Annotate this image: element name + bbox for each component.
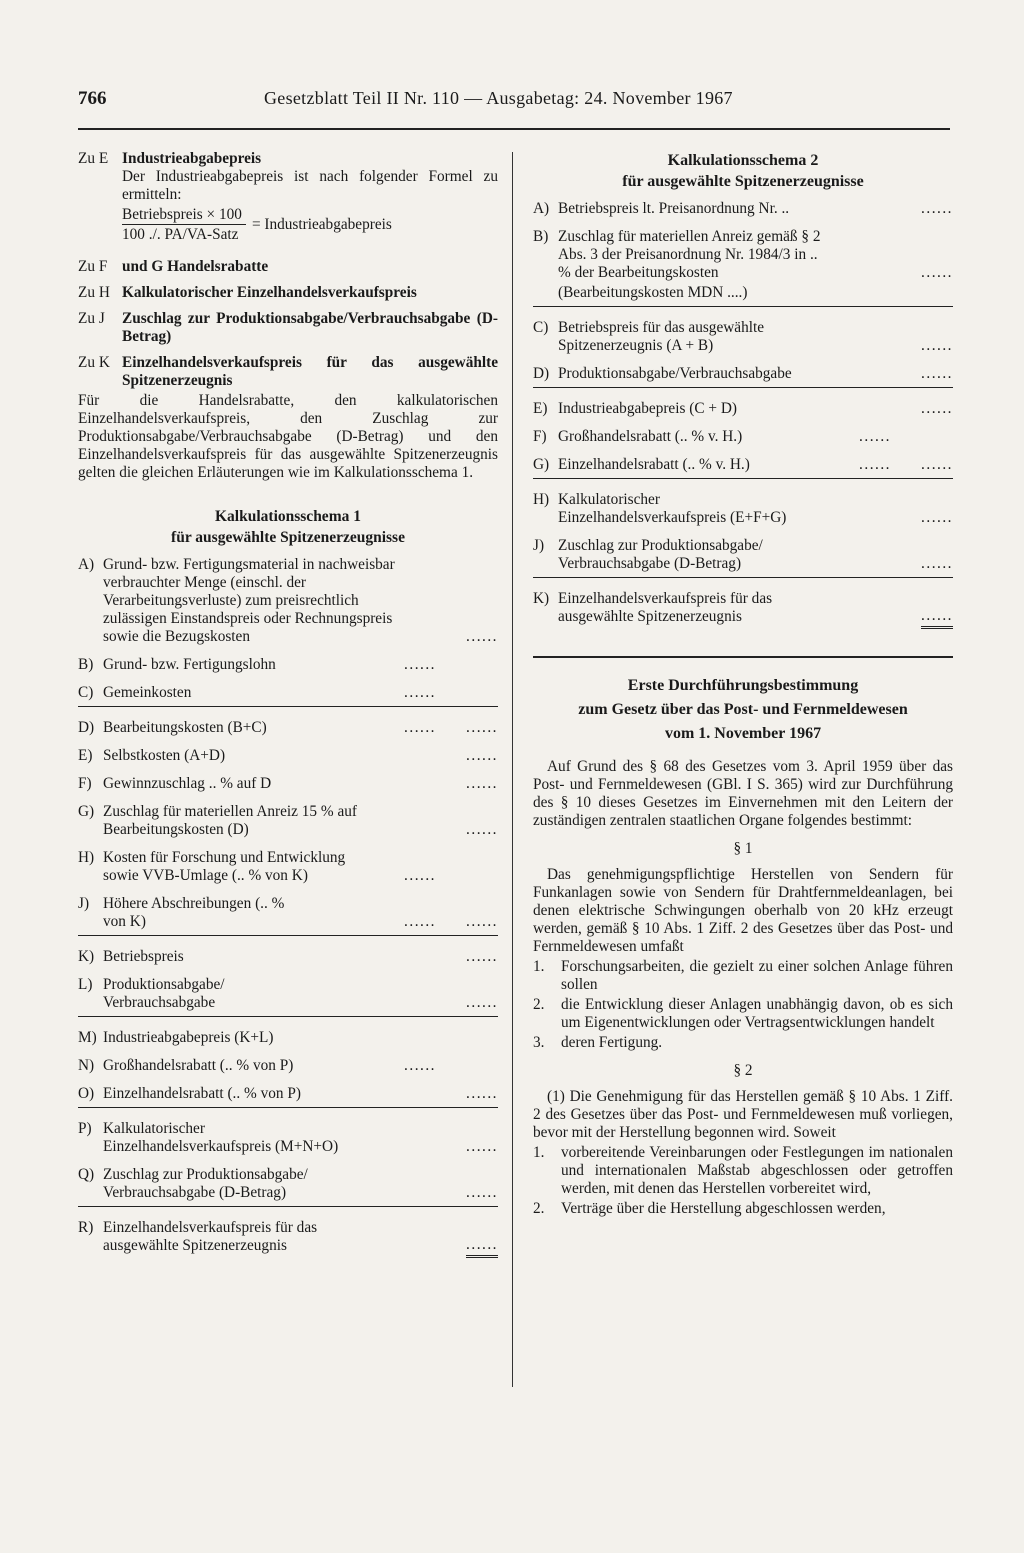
schema1-item-n: N) Großhandelsrabatt (.. % von P) ...... — [78, 1057, 436, 1074]
column-divider — [512, 152, 513, 1387]
article-title-line1: Erste Durchführungsbestimmung — [627, 677, 859, 694]
schema1-item-p: P) Kalkulatorischer Einzelhandelsverkaufspreis (M+N+O) ...... — [78, 1120, 498, 1155]
schema1-rule-5 — [78, 1206, 498, 1207]
zu-e-label: Zu E — [78, 150, 109, 167]
schema1-rule-1 — [78, 706, 498, 707]
schema2-rule-3 — [533, 478, 953, 479]
zu-j-label: Zu J — [78, 310, 105, 327]
schema2-item-b: B) Zuschlag für materiellen Anreiz gemäß § 2 Abs. 3 der Preisanordnung Nr. 1984/3 in .. % der Bearbeitungskosten ...... — [533, 228, 953, 281]
section-1-list — [533, 958, 953, 1052]
schema1-item-k: K) Betriebspreis ...... — [78, 948, 498, 965]
schema2-item-k: K) Einzelhandelsverkaufspreis für das ausgewählte Spitzenerzeugnis ...... — [533, 590, 953, 626]
list-item: 1. Forschungsarbeiten, die gezielt zu einer solchen Anlage führen sollen — [533, 958, 953, 993]
section-2-heading: § 2 — [733, 1062, 753, 1079]
schema2-item-g: G) Einzelhandelsrabatt (.. % v. H.) ...... ...... — [533, 456, 953, 473]
zu-f-block — [78, 258, 498, 276]
section-1-text: Das genehmigungspflichtige Herstellen von Sendern für Funkanlagen sowie von Sendern für Drahtfernmeldeanlagen, bei denen elektrische Schwingungen oberhalb von 20 kHz erzeugt werden, gemäß § 10 Abs. 1 Ziff. 2 des Gesetzes über das Post- und Fernmeldewesen umfaßt — [533, 866, 953, 955]
schema2-item-c: C) Betriebspreis für das ausgewählte Spitzenerzeugnis (A + B) ...... — [533, 319, 953, 354]
zu-h-text: Kalkulatorischer Einzelhandelsverkaufspreis — [122, 284, 417, 301]
zu-e-block — [78, 150, 498, 250]
section-2-text: (1) Die Genehmigung für das Herstellen gemäß § 10 Abs. 1 Ziff. 2 des Gesetzes über das Post- und Fernmeldewesen muß vorliegen, bevor mit der Herstellung begonnen wird. Soweit — [533, 1088, 953, 1141]
formula-numerator: Betriebspreis × 100 — [122, 206, 246, 225]
schema1-item-d: D) Bearbeitungskosten (B+C) ...... ...... — [78, 719, 498, 736]
schema1-rule-4 — [78, 1107, 498, 1108]
schema1-item-b: B) Grund- bzw. Fertigungslohn ...... — [78, 656, 436, 673]
schema1-item-c: C) Gemeinkosten ...... — [78, 684, 436, 701]
schema1-rule-2 — [78, 935, 498, 936]
list-item: 3. deren Fertigung. — [533, 1034, 663, 1051]
schema1-item-f: F) Gewinnzuschlag .. % auf D ...... — [78, 775, 498, 792]
zu-f-text: und G Handelsrabatte — [122, 258, 269, 275]
schema1-item-l: L) Produktionsabgabe/ Verbrauchsabgabe ...... — [78, 976, 498, 1011]
schema2-rule-1 — [533, 306, 953, 307]
formula-denominator: 100 ./. PA/VA-Satz — [122, 226, 239, 243]
schema1-item-a: A) Grund- bzw. Fertigungsmaterial in nachweisbar verbrauchter Menge (einschl. der Verarbeitungsverluste) zum preisrechtlich zulässigen Einstandspreis oder Rechnungspreis sowie die Bezugskosten ...... — [78, 556, 498, 645]
article-rule — [533, 656, 953, 658]
section-1-heading: § 1 — [733, 840, 753, 857]
schema1-subtitle: für ausgewählte Spitzenerzeugnisse — [171, 529, 405, 546]
schema2-item-j: J) Zuschlag zur Produktionsabgabe/ Verbrauchsabgabe (D-Betrag) ...... — [533, 537, 953, 572]
schema2-item-h: H) Kalkulatorischer Einzelhandelsverkaufspreis (E+F+G) ...... — [533, 491, 953, 526]
section-2-list — [533, 1144, 953, 1218]
zu-k-label: Zu K — [78, 354, 110, 371]
article-intro: Auf Grund des § 68 des Gesetzes vom 3. April 1959 über das Post- und Fernmeldewesen (GBl. I S. 365) wird zur Durchführung des § 10 dieses Gesetzes im Einvernehmen mit den Leitern der zuständigen zentralen staatlichen Organe folgendes bestimmt: — [533, 758, 953, 829]
list-item: 1. vorbereitende Vereinbarungen oder Festlegungen im nationalen und internationalen Maßstab abgeschlossen oder getroffen werden, mit denen das Herstellen vorbereitet wird, — [533, 1144, 953, 1197]
schema1-title: Kalkulationsschema 1 — [215, 508, 361, 525]
article-title-line3: vom 1. November 1967 — [664, 725, 822, 742]
list-item: 2. Verträge über die Herstellung abgeschlossen werden, — [533, 1200, 886, 1217]
schema2-item-f: F) Großhandelsrabatt (.. % v. H.) ...... — [533, 428, 891, 445]
schema2-rule-2 — [533, 387, 953, 388]
schema2-rule-4 — [533, 577, 953, 578]
page-header — [78, 88, 782, 114]
schema1-rule-3 — [78, 1016, 498, 1017]
article-title — [533, 674, 953, 746]
zu-j-block — [78, 310, 498, 346]
zu-k-block — [78, 354, 498, 390]
explanation-note: Für die Handelsrabatte, den kalkulatorischen Einzelhandelsverkaufspreis, den Zuschlag zur Produktionsabgabe/Verbrauchsabgabe (D-Betrag) und den Einzelhandelsverkaufspreis für das ausgewählte Spitzenerzeugnis gelten die gleichen Erläuterungen wie im Kalkulationsschema 1. — [78, 392, 498, 481]
schema1-item-g: G) Zuschlag für materiellen Anreiz 15 % auf Bearbeitungskosten (D) ...... — [78, 803, 498, 838]
schema1-item-e: E) Selbstkosten (A+D) ...... — [78, 747, 498, 764]
formula — [122, 206, 498, 244]
list-item: 2. die Entwicklung dieser Anlagen unabhängig davon, ob es sich um Eigenentwicklungen oder Vertragsentwicklungen handelt — [533, 996, 953, 1031]
schema1-item-j: J) Höhere Abschreibungen (.. % von K) ...... ...... — [78, 895, 498, 930]
running-title: Gesetzblatt Teil II Nr. 110 — Ausgabetag: 24. November 1967 — [264, 88, 733, 108]
schema2-title: Kalkulationsschema 2 — [667, 152, 819, 169]
zu-k-text: Einzelhandelsverkaufspreis für das ausgewählte Spitzenerzeugnis — [122, 354, 498, 389]
schema1-item-m: M) Industrieabgabepreis (K+L) — [78, 1029, 274, 1046]
zu-e-title: Industrieabgabepreis — [122, 150, 262, 167]
schema2-item-a: A) Betriebspreis lt. Preisanordnung Nr. .. ...... — [533, 200, 953, 217]
schema2-item-b-note: (Bearbeitungskosten MDN ....) — [558, 284, 748, 301]
zu-e-text: Der Industrieabgabepreis ist nach folgender Formel zu ermitteln: — [122, 168, 498, 203]
schema1-item-h: H) Kosten für Forschung und Entwicklung sowie VVB-Umlage (.. % von K) ...... — [78, 849, 436, 884]
zu-f-label: Zu F — [78, 258, 108, 275]
right-column — [533, 150, 953, 1220]
schema1-item-o: O) Einzelhandelsrabatt (.. % von P) ...... — [78, 1085, 498, 1102]
zu-h-block — [78, 284, 498, 302]
zu-h-label: Zu H — [78, 284, 110, 301]
header-rule — [78, 128, 950, 130]
left-column — [78, 150, 498, 1265]
schema2-item-e: E) Industrieabgabepreis (C + D) ...... — [533, 400, 953, 417]
page-number: 766 — [78, 88, 107, 109]
schema1-item-r: R) Einzelhandelsverkaufspreis für das ausgewählte Spitzenerzeugnis ...... — [78, 1219, 498, 1255]
schema1-item-q: Q) Zuschlag zur Produktionsabgabe/ Verbrauchsabgabe (D-Betrag) ...... — [78, 1166, 498, 1201]
schema2-item-d: D) Produktionsabgabe/Verbrauchsabgabe ...... — [533, 365, 953, 382]
zu-j-text: Zuschlag zur Produktionsabgabe/Verbrauchsabgabe (D-Betrag) — [122, 310, 498, 345]
schema2-subtitle: für ausgewählte Spitzenerzeugnisse — [622, 173, 864, 190]
article-title-line2: zum Gesetz über das Post- und Fernmeldewesen — [578, 701, 908, 718]
formula-result: = Industrieabgabepreis — [251, 216, 392, 233]
